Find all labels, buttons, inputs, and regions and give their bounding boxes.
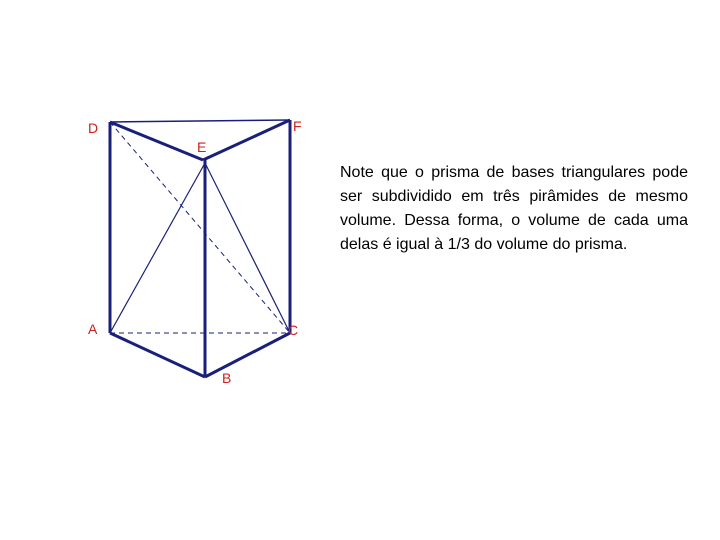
edge-bc	[205, 333, 290, 377]
edge-de	[110, 122, 203, 160]
vertex-label-c: C	[288, 322, 299, 338]
vertex-label-e: E	[197, 139, 207, 155]
vertex-label-a: A	[88, 321, 98, 337]
edge-df	[110, 120, 290, 122]
vertex-label-b: B	[222, 370, 232, 386]
edge-ef	[203, 120, 290, 160]
edge-ab	[110, 333, 205, 377]
diagonal-ae	[110, 163, 205, 333]
vertex-label-d: D	[88, 120, 99, 136]
vertex-label-f: F	[293, 118, 302, 134]
explanation-paragraph: Note que o prisma de bases triangulares pode ser subdividido em três pirâmides de mesmo volume. Dessa forma, o volume de cada uma delas é igual à 1/3 do volume do prisma.	[340, 164, 688, 253]
